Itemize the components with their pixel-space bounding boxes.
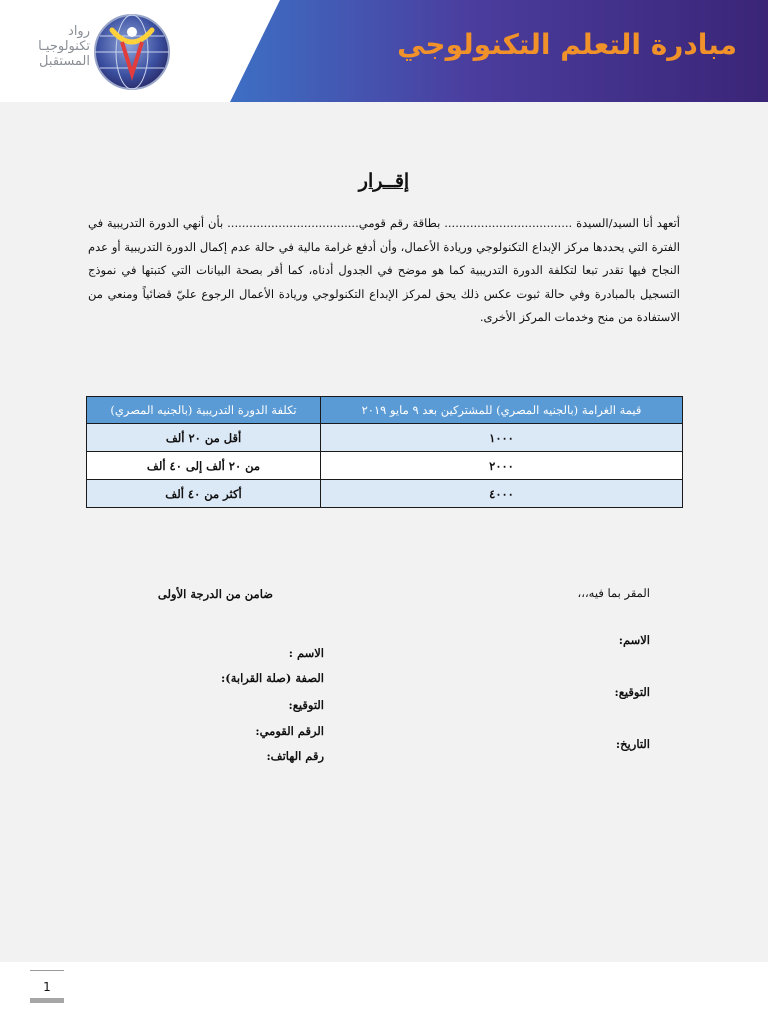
page-footer xyxy=(0,962,768,1024)
page-number-bar xyxy=(30,998,64,1003)
logo-wordmark: رواد تكنولوجيـا المستقبل xyxy=(38,24,90,69)
guarantor-signature-label: التوقيع: xyxy=(288,698,324,712)
declarant-heading: المقر بما فيه،،، xyxy=(577,586,650,600)
declaration-paragraph: أتعهد أنا السيد/السيدة ................................... بطاقة رقم قومي.................................... بأن أنهي الدورة التدريبية في الفترة التي يحددها مركز الإبداع التكنولوجي وريادة الأعمال، وأن أدفع غرامة مالية في حالة عدم إكمال الدورة التدريبية أو عدم النجاح فيها تقدر تبعا لتكلفة الدورة التدريبية كما هو موضح في الجدول أدناه، كما أقر بصحة البيانات التي كتبتها في نموذج التسجيل بالمبادرة وفي حالة ثبوت عكس ذلك يحق لمركز الإبداع التكنولوجي وريادة الأعمال الرجوع عليّ قضائياً ومنعي من الاستفادة من منح وخدمات المركز الأخرى. xyxy=(88,216,680,324)
table-header-row xyxy=(87,397,683,424)
guarantor-national-id-label: الرقم القومي: xyxy=(255,724,324,738)
page-number-rule xyxy=(30,970,64,971)
table-cell: ١٠٠٠ xyxy=(321,424,683,452)
table-row xyxy=(87,480,683,508)
table-cell: أقل من ٢٠ ألف xyxy=(87,424,321,452)
table-cell: من ٢٠ ألف إلى ٤٠ ألف xyxy=(87,452,321,480)
guarantor-name-label: الاسم : xyxy=(288,646,324,660)
globe-logo-icon xyxy=(92,12,172,92)
table-row xyxy=(87,424,683,452)
page-header xyxy=(0,0,768,102)
table-cell: أكثر من ٤٠ ألف xyxy=(87,480,321,508)
page-number: 1 xyxy=(43,980,51,994)
guarantor-phone-label: رقم الهاتف: xyxy=(266,749,324,763)
declarant-signature-label: التوقيع: xyxy=(614,685,650,699)
table-cell: ٢٠٠٠ xyxy=(321,452,683,480)
table-row xyxy=(87,452,683,480)
document-title: إقــرار xyxy=(358,170,410,192)
table-header-cell: قيمة الغرامة (بالجنيه المصري) للمشتركين بعد ٩ مايو ٢٠١٩ xyxy=(321,397,683,424)
fees-table xyxy=(86,396,683,508)
guarantor-relation-label: الصفة (صلة القرابة): xyxy=(221,671,324,685)
guarantor-heading: ضامن من الدرجة الأولى xyxy=(157,587,273,601)
table-cell: ٤٠٠٠ xyxy=(321,480,683,508)
initiative-title: مبادرة التعلم التكنولوجي xyxy=(397,28,737,61)
table-header-cell: تكلفة الدورة التدريبية (بالجنيه المصري) xyxy=(87,397,321,424)
declarant-date-label: التاريخ: xyxy=(615,737,650,751)
declarant-name-label: الاسم: xyxy=(618,633,650,647)
